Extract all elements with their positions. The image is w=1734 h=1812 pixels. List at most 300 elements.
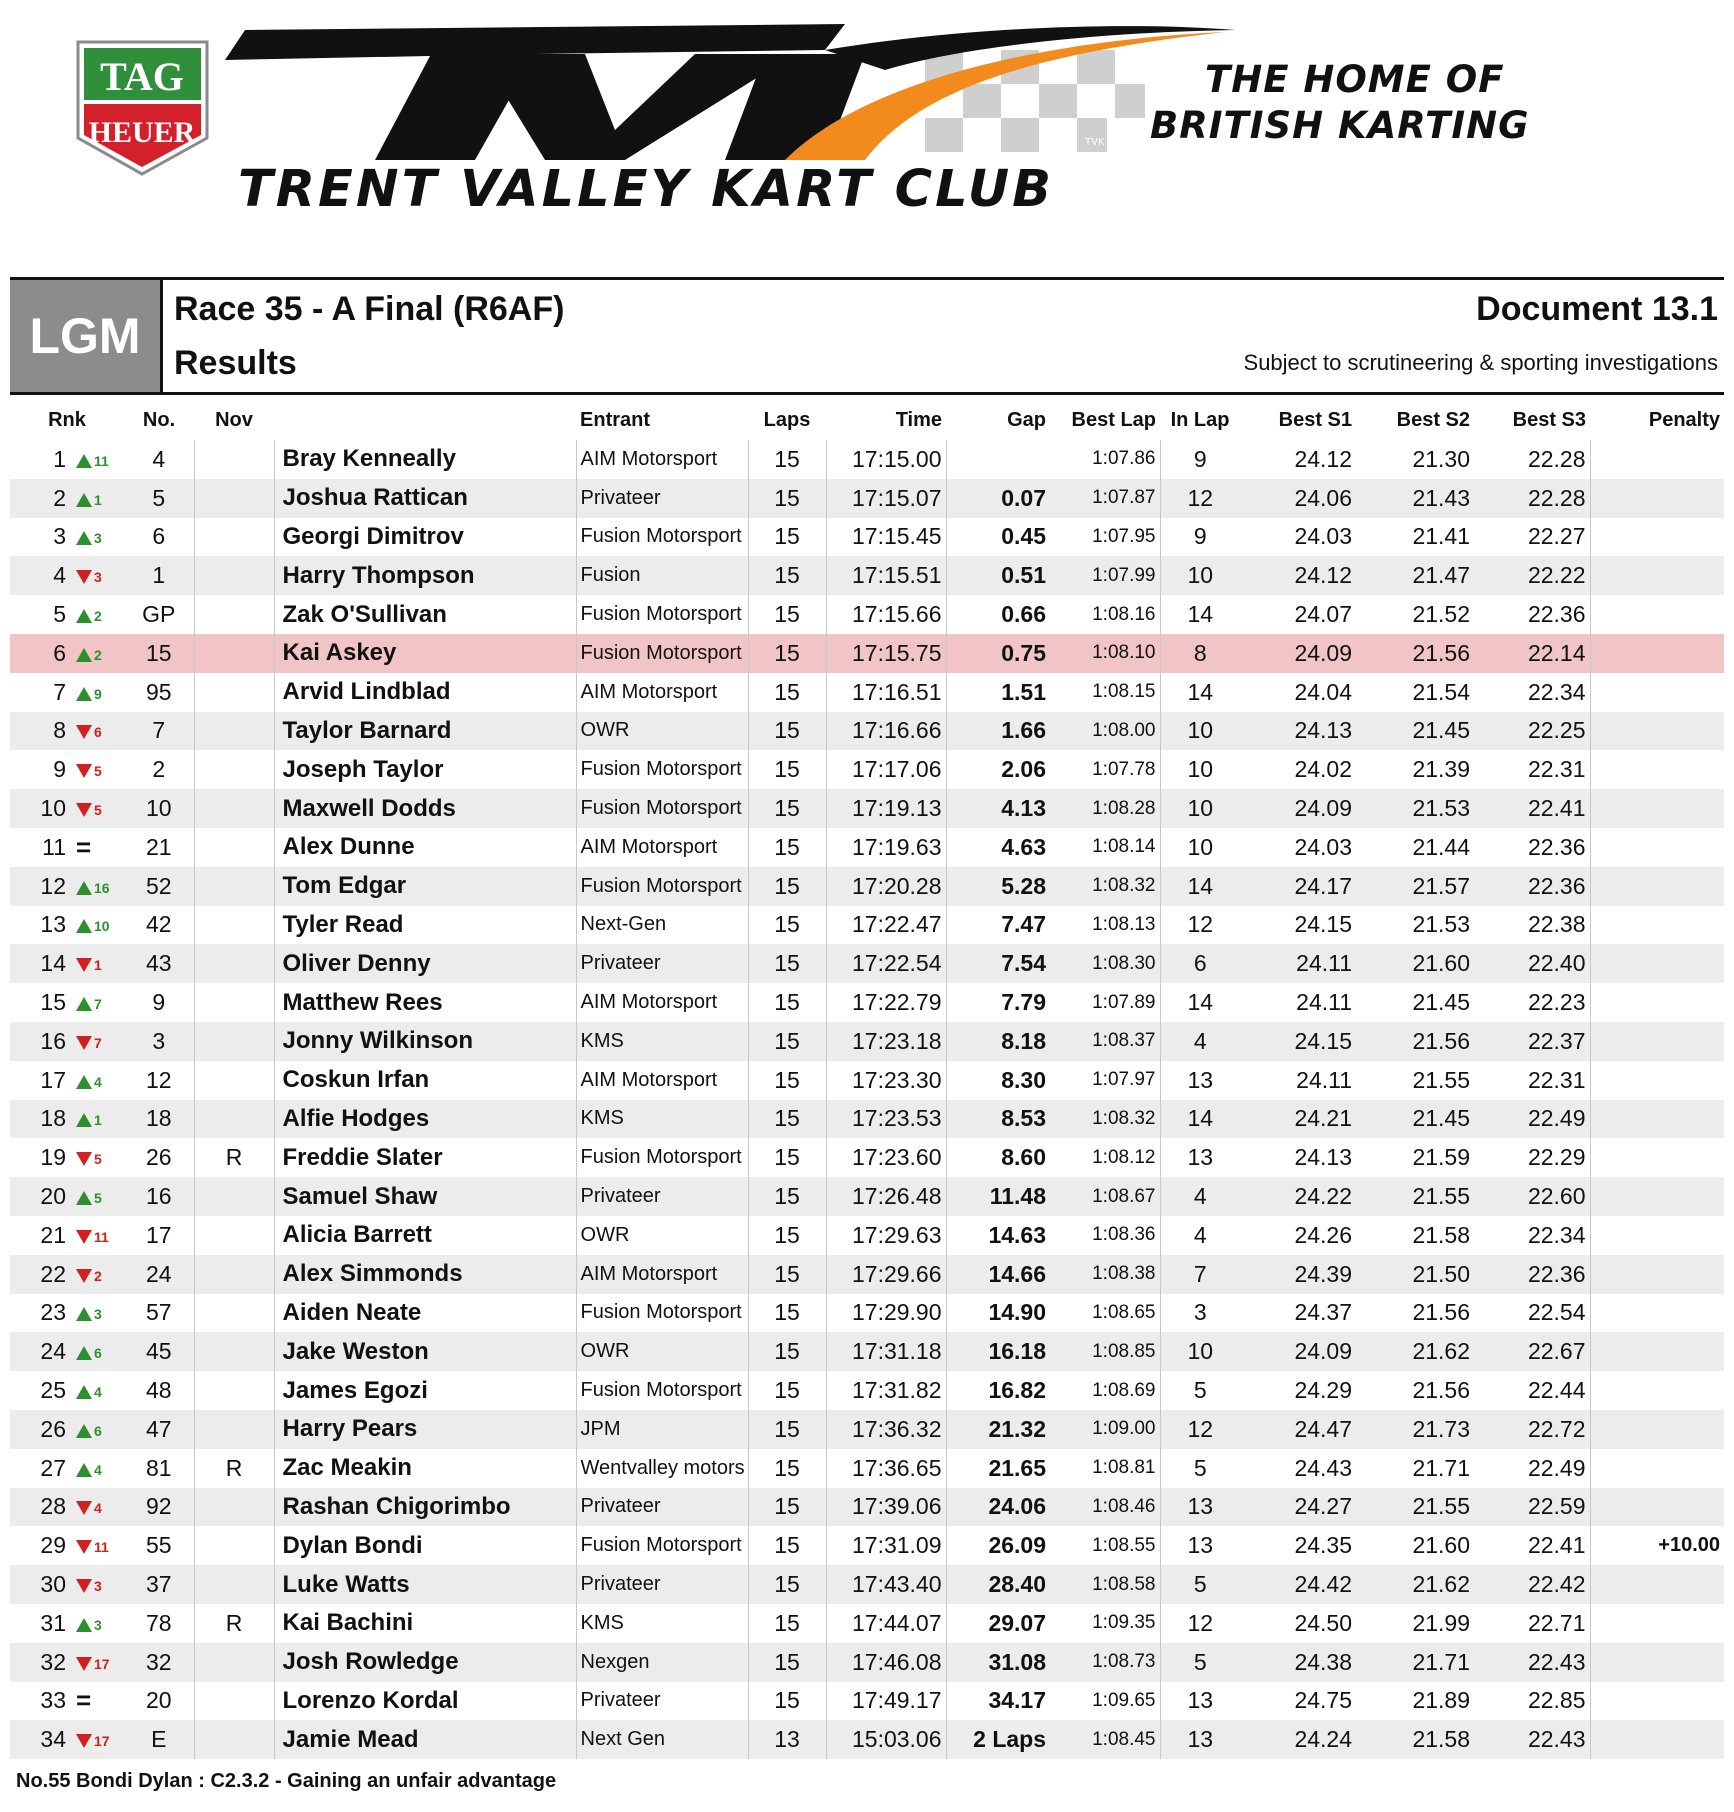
entrant-cell: Fusion Motorsport [576,634,748,673]
novice-cell [194,1682,274,1721]
position-change-cell [68,1177,124,1216]
position-down-icon [76,803,92,817]
best-s3-cell: 22.28 [1474,479,1590,518]
in-lap-cell: 5 [1160,1565,1240,1604]
rank-cell: 23 [40,1299,66,1326]
laps-cell: 15 [748,1488,826,1527]
position-change-value: 7 [94,1034,102,1051]
best-s2-cell: 21.50 [1356,1255,1474,1294]
position-change-cell [68,1449,124,1488]
gap-cell: 8.53 [946,1100,1050,1139]
entrant-cell: Nexgen [576,1643,748,1682]
gap-cell: 0.07 [946,479,1050,518]
rank-cell: 24 [10,1332,68,1371]
col-header-rank: Rnk [48,408,86,431]
novice-cell [194,634,274,673]
laps-cell: 15 [748,1100,826,1139]
gap-cell: 1.51 [946,673,1050,712]
novice-cell [194,440,274,479]
position-change-value: 6 [94,1422,102,1439]
table-row [10,1643,1724,1682]
gap-cell: 8.60 [946,1138,1050,1177]
best-s1-cell: 24.26 [1294,1221,1353,1248]
best-s1-cell: 24.15 [1240,1022,1356,1061]
kart-number-cell: 37 [124,1565,194,1604]
driver-name-cell: Georgi Dimitrov [274,518,576,557]
in-lap-cell: 5 [1160,1371,1240,1410]
rank-cell: 6 [10,634,68,673]
best-lap-cell: 1:08.55 [1092,1534,1156,1556]
best-s1-cell: 24.42 [1240,1565,1356,1604]
best-s1-cell: 24.06 [1240,479,1356,518]
penalty-cell [1590,906,1724,945]
entrant-cell: AIM Motorsport [576,828,748,867]
rank-cell: 30 [10,1565,68,1604]
penalty-cell [1590,440,1724,479]
best-s2-cell: 21.57 [1356,867,1474,906]
entrant-cell: Next Gen [576,1720,748,1759]
best-s3-cell: 22.27 [1527,523,1586,550]
time-cell: 17:15.51 [826,556,946,595]
best-lap-cell: 1:08.67 [1050,1177,1160,1216]
penalty-cell [1590,595,1724,634]
best-s1-cell: 24.75 [1294,1687,1353,1714]
penalty-cell [1590,750,1724,789]
penalty-cell [1590,556,1724,595]
best-s2-cell: 21.45 [1356,1100,1474,1139]
best-s1-cell: 24.15 [1294,911,1353,938]
position-change-value: 2 [94,646,102,663]
driver-name-cell: Rashan Chigorimbo [274,1488,576,1527]
kart-number-cell: 32 [124,1643,194,1682]
novice-cell [194,983,274,1022]
time-cell: 17:26.48 [826,1177,946,1216]
in-lap-cell: 9 [1160,440,1240,479]
position-change-cell [68,1216,124,1255]
best-lap-cell: 1:08.16 [1092,603,1156,625]
position-up-icon [76,1346,92,1360]
svg-text:TAG: TAG [100,54,184,99]
penalty-cell [1590,479,1724,518]
table-row [10,983,1724,1022]
kart-number-cell: 4 [152,445,166,472]
in-lap-cell: 13 [1160,1682,1240,1721]
gap-cell: 8.18 [946,1022,1050,1061]
entrant-cell: Privateer [576,1682,748,1721]
rank-cell: 33 [40,1687,66,1714]
entrant-cell: Fusion Motorsport [576,1371,748,1410]
best-lap-cell: 1:08.13 [1092,913,1156,935]
position-up-icon [76,609,92,623]
club-name: TRENT VALLEY KART CLUB [238,160,1055,219]
in-lap-cell: 10 [1160,828,1240,867]
best-s1-cell: 24.13 [1240,712,1356,751]
driver-name-cell: James Egozi [274,1371,576,1410]
driver-name-cell: Oliver Denny [274,944,576,983]
position-change-cell [68,1643,124,1682]
rank-cell: 13 [40,911,66,938]
best-s3-cell: 22.22 [1474,556,1590,595]
position-change-cell [68,1682,124,1721]
gap-cell: 8.30 [946,1061,1050,1100]
in-lap-cell: 5 [1160,1643,1240,1682]
rank-cell: 15 [40,989,66,1016]
entrant-cell: Fusion Motorsport [576,867,748,906]
position-down-icon [76,958,92,972]
driver-name-cell: Alfie Hodges [274,1100,576,1139]
svg-text:TVK: TVK [1085,137,1105,148]
best-s3-cell: 22.23 [1527,989,1586,1016]
best-s3-cell: 22.85 [1527,1687,1586,1714]
gap-cell: 11.48 [946,1177,1050,1216]
time-cell: 17:16.51 [826,673,946,712]
penalty-cell [1590,1100,1724,1139]
laps-cell: 15 [748,1332,826,1371]
kart-number-cell: 24 [124,1255,194,1294]
position-change-cell [68,1061,124,1100]
col-header-best-lap: Best Lap [1071,408,1157,431]
entrant-cell: Fusion Motorsport [576,750,748,789]
driver-name-cell: Samuel Shaw [274,1177,576,1216]
time-cell: 17:36.32 [826,1410,946,1449]
novice-cell [194,1565,274,1604]
position-change-value: 16 [94,879,110,896]
rank-cell: 34 [10,1720,68,1759]
best-lap-cell: 1:08.28 [1050,789,1160,828]
best-lap-cell: 1:08.85 [1050,1332,1160,1371]
position-change-cell [68,828,124,867]
driver-name-cell: Freddie Slater [274,1138,576,1177]
in-lap-cell: 13 [1160,1720,1240,1759]
laps-cell: 15 [748,1022,826,1061]
col-header-entrant: Entrant [580,408,651,431]
in-lap-cell: 10 [1160,750,1240,789]
time-cell: 17:15.66 [826,595,946,634]
kart-number-cell: 92 [124,1488,194,1527]
laps-cell: 15 [748,556,826,595]
entrant-cell: Privateer [576,479,748,518]
novice-cell [194,867,274,906]
rank-cell: 20 [10,1177,68,1216]
position-change-value: 2 [94,608,102,624]
time-cell: 17:23.30 [826,1061,946,1100]
penalty-cell [1590,1488,1724,1527]
kart-number-cell: 81 [145,1454,172,1481]
entrant-cell: Fusion Motorsport [576,1526,748,1565]
novice-cell [194,828,274,867]
best-s2-cell: 21.56 [1356,634,1474,673]
kart-number-cell: 18 [124,1100,194,1139]
best-s1-cell: 24.11 [1296,1066,1353,1093]
best-s3-cell: 22.36 [1527,601,1586,628]
best-lap-cell: 1:08.14 [1092,836,1156,858]
position-change-value: 3 [94,569,102,586]
position-change-cell [68,906,124,945]
best-s2-cell: 21.58 [1412,1221,1471,1248]
time-cell: 17:29.90 [826,1294,946,1333]
gap-cell: 26.09 [946,1526,1050,1565]
laps-cell: 15 [748,1371,826,1410]
gap-cell: 34.17 [946,1682,1050,1721]
table-row [10,944,1724,983]
best-s2-cell: 21.43 [1356,479,1474,518]
position-change-cell [68,673,124,712]
rank-cell: 21 [40,1221,66,1248]
laps-cell: 15 [748,1449,826,1488]
title-band [10,277,1724,395]
best-s2-cell: 21.47 [1356,556,1474,595]
kart-number-cell: 95 [145,678,172,705]
driver-name-cell: Alex Dunne [274,828,576,867]
entrant-cell: Fusion Motorsport [576,518,748,557]
best-s3-cell: 22.28 [1527,445,1586,472]
gap-cell: 14.66 [946,1255,1050,1294]
time-cell: 17:15.75 [826,634,946,673]
time-cell: 17:31.18 [826,1332,946,1371]
time-cell: 15:03.06 [826,1720,946,1759]
best-s1-cell: 24.11 [1296,989,1353,1016]
novice-cell [194,1332,274,1371]
penalty-cell [1590,789,1724,828]
position-change-value: 1 [94,491,102,508]
time-cell: 17:19.13 [826,789,946,828]
laps-cell: 15 [748,1565,826,1604]
time-cell: 17:22.79 [826,983,946,1022]
tagline-line-1: THE HOME OF [1205,58,1505,101]
driver-name-cell: Harry Thompson [274,556,576,595]
best-s3-cell: 22.34 [1527,1221,1586,1248]
in-lap-cell: 10 [1160,789,1240,828]
position-down-icon [76,764,92,778]
position-up-icon [76,493,92,507]
best-s2-cell: 21.60 [1356,944,1474,983]
table-row [10,556,1724,595]
best-s3-cell: 22.36 [1474,867,1590,906]
position-up-icon [76,531,92,545]
subject-note: Subject to scrutineering & sporting investigations [1243,350,1718,375]
entrant-cell: Privateer [576,1565,748,1604]
novice-cell [194,1255,274,1294]
best-s3-cell: 22.14 [1474,634,1590,673]
rank-cell: 7 [53,678,66,705]
position-change-cell [68,789,124,828]
time-cell: 17:39.06 [826,1488,946,1527]
best-s1-cell: 24.21 [1240,1100,1356,1139]
kart-number-cell: 52 [124,867,194,906]
gap-cell: 7.79 [946,983,1050,1022]
in-lap-cell: 6 [1160,944,1240,983]
laps-cell: 15 [748,1061,826,1100]
time-cell: 17:16.66 [826,712,946,751]
rank-cell: 19 [40,1144,66,1171]
in-lap-cell: 14 [1160,867,1240,906]
position-change-value: 17 [94,1733,110,1750]
best-lap-cell: 1:07.99 [1050,556,1160,595]
table-row [10,1177,1724,1216]
penalty-cell [1590,1449,1724,1488]
laps-cell: 15 [748,828,826,867]
position-change-cell [68,634,124,673]
position-down-icon [76,1501,92,1515]
kart-number-cell: 47 [124,1410,194,1449]
in-lap-cell: 10 [1160,712,1240,751]
penalty-cell [1590,712,1724,751]
entrant-cell: KMS [576,1604,748,1643]
position-change-value: 4 [94,1383,102,1400]
rank-cell: 4 [10,556,68,595]
in-lap-cell: 5 [1160,1449,1240,1488]
best-lap-cell: 1:08.58 [1050,1565,1160,1604]
novice-cell [194,1061,274,1100]
gap-cell: 7.54 [946,944,1050,983]
driver-name-cell: Matthew Rees [274,983,576,1022]
penalty-cell [1590,1061,1724,1100]
laps-cell: 15 [748,867,826,906]
position-change-cell [68,1720,124,1759]
best-s1-cell: 24.03 [1294,523,1353,550]
best-s1-cell: 24.27 [1240,1488,1356,1527]
best-s2-cell: 21.53 [1356,789,1474,828]
position-change-value: 6 [94,724,102,741]
penalty-cell [1590,944,1724,983]
gap-cell: 2 Laps [946,1720,1050,1759]
document-number: Document 13.1 [1476,290,1718,328]
race-title: Race 35 - A Final (R6AF) [174,290,565,328]
penalty-cell [1590,1604,1724,1643]
kart-number-cell: 55 [145,1532,172,1559]
best-s2-cell: 21.52 [1412,601,1471,628]
driver-name-cell: Joshua Rattican [274,479,576,518]
table-row [10,867,1724,906]
novice-cell [194,1371,274,1410]
driver-name-cell: Kai Askey [274,634,576,673]
gap-cell: 29.07 [946,1604,1050,1643]
gap-cell: 21.32 [946,1410,1050,1449]
laps-cell: 15 [748,712,826,751]
kart-number-cell: 48 [145,1377,172,1404]
rank-cell: 29 [40,1532,66,1559]
best-s2-cell: 21.56 [1412,1377,1471,1404]
in-lap-cell: 13 [1160,1526,1240,1565]
driver-name-cell: Jonny Wilkinson [274,1022,576,1061]
laps-cell: 13 [748,1720,826,1759]
laps-cell: 15 [748,789,826,828]
in-lap-cell: 14 [1160,1100,1240,1139]
tag-heuer-logo [74,38,211,178]
penalty-cell [1590,673,1724,712]
col-header-best-s1: Best S1 [1278,408,1353,431]
best-lap-cell: 1:08.37 [1050,1022,1160,1061]
table-row [10,1255,1724,1294]
best-s3-cell: 22.43 [1474,1643,1590,1682]
time-cell: 17:23.60 [826,1138,946,1177]
in-lap-cell: 13 [1160,1138,1240,1177]
gap-cell: 0.45 [946,518,1050,557]
best-lap-cell: 1:09.65 [1092,1689,1156,1711]
gap-cell: 31.08 [946,1643,1050,1682]
table-row [10,1371,1724,1410]
table-row [10,1682,1724,1721]
position-change-value: 5 [94,801,102,818]
driver-name-cell: Zac Meakin [274,1449,576,1488]
best-s2-cell: 21.55 [1412,1066,1471,1093]
position-change-value: 11 [94,1539,109,1556]
best-s3-cell: 22.40 [1474,944,1590,983]
entrant-cell: Fusion Motorsport [576,1138,748,1177]
gap-cell: 16.18 [946,1332,1050,1371]
position-down-icon [76,1152,92,1166]
in-lap-cell: 4 [1160,1177,1240,1216]
driver-name-cell: Aiden Neate [274,1294,576,1333]
best-lap-cell: 1:08.46 [1050,1488,1160,1527]
best-s2-cell: 21.54 [1412,678,1471,705]
time-cell: 17:20.28 [826,867,946,906]
gap-cell: 0.75 [946,634,1050,673]
table-row [10,1138,1724,1177]
penalty-cell [1590,1294,1724,1333]
rank-cell: 31 [40,1609,66,1636]
gap-cell: 21.65 [946,1449,1050,1488]
gap-cell: 16.82 [946,1371,1050,1410]
kart-number-cell: 7 [124,712,194,751]
position-up-icon [76,687,92,701]
table-row [10,1565,1724,1604]
best-s2-cell: 21.39 [1412,756,1471,783]
time-cell: 17:17.06 [826,750,946,789]
time-cell: 17:19.63 [826,828,946,867]
best-s2-cell: 21.56 [1356,1022,1474,1061]
best-s1-cell: 24.38 [1240,1643,1356,1682]
best-lap-cell: 1:07.78 [1092,758,1156,780]
rank-cell: 26 [10,1410,68,1449]
penalty-cell [1590,1332,1724,1371]
penalty-cell [1590,1255,1724,1294]
kart-number-cell: 10 [124,789,194,828]
best-lap-cell: 1:08.45 [1050,1720,1160,1759]
entrant-cell: Fusion Motorsport [576,595,748,634]
position-change-cell [68,944,124,983]
col-header-best-s3: Best S3 [1512,408,1587,431]
rank-cell: 22 [10,1255,68,1294]
entrant-cell: AIM Motorsport [576,1255,748,1294]
rank-cell: 10 [10,789,68,828]
laps-cell: 15 [748,1682,826,1721]
time-cell: 17:29.66 [826,1255,946,1294]
in-lap-cell: 13 [1160,1488,1240,1527]
best-s2-cell: 21.53 [1412,911,1471,938]
no-change-icon: = [76,831,92,862]
novice-cell [194,1100,274,1139]
table-row [10,1720,1724,1759]
novice-cell [194,1294,274,1333]
table-row [10,634,1724,673]
best-lap-cell: 1:08.15 [1092,681,1156,703]
novice-cell [194,479,274,518]
best-s1-cell: 24.09 [1240,789,1356,828]
position-down-icon [76,570,92,584]
penalty-cell [1590,518,1724,557]
kart-number-cell: 45 [124,1332,194,1371]
position-change-value: 3 [94,1577,102,1594]
best-lap-cell: 1:08.00 [1050,712,1160,751]
position-change-value: 6 [94,1345,102,1362]
table-row [10,1488,1724,1527]
best-s3-cell: 22.43 [1474,1720,1590,1759]
time-cell: 17:23.18 [826,1022,946,1061]
entrant-cell: Privateer [576,1177,748,1216]
in-lap-cell: 4 [1160,1216,1240,1255]
best-lap-cell: 1:07.87 [1050,479,1160,518]
